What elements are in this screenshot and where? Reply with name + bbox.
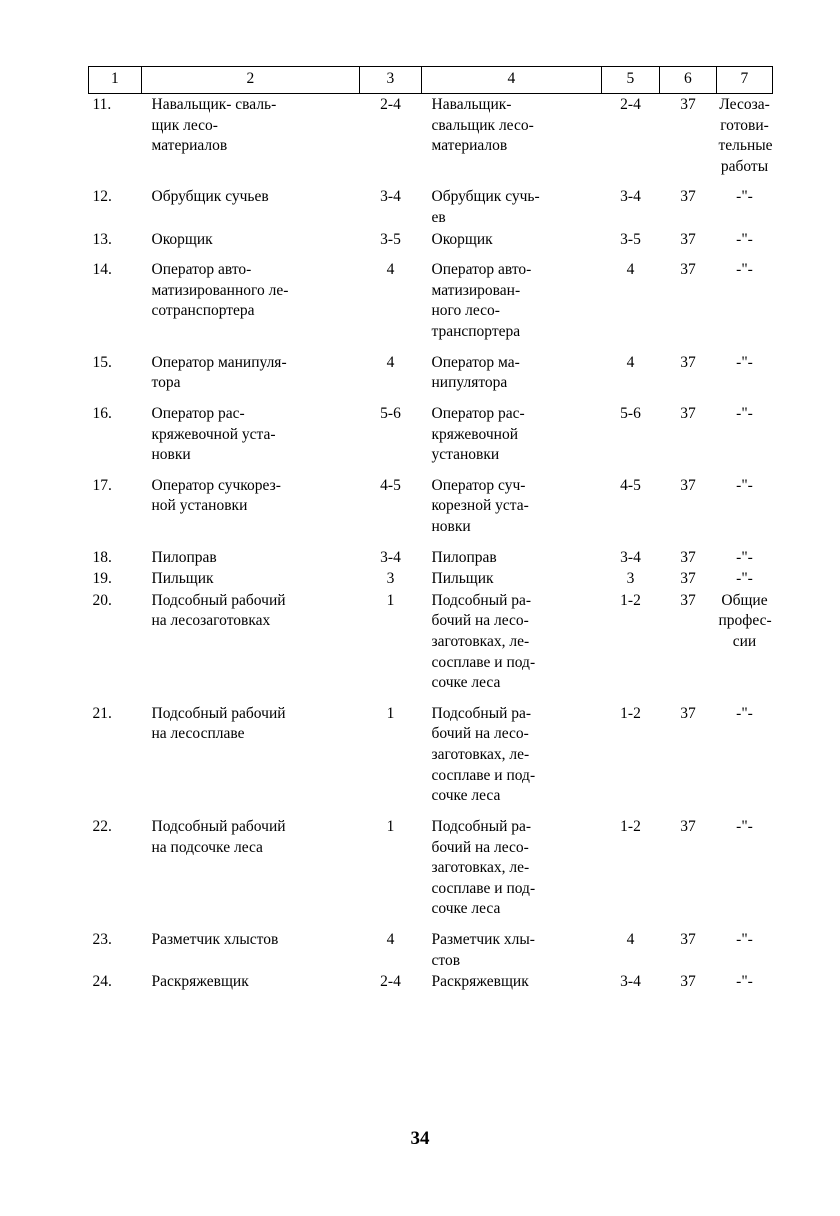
profession-name-cell: Оператор авто- матизированного ле- сотранспортера — [151, 261, 289, 320]
profession-reference-cell: Навальщик- свальщик лесо- материалов — [431, 96, 534, 155]
profession-reference-cell: Окорщик — [431, 230, 493, 248]
issue-number-cell: 37 — [680, 353, 696, 371]
reference-rank-cell: 3-5 — [620, 230, 641, 248]
section-cell: -"- — [736, 261, 753, 279]
profession-name-cell: Подсобный рабочий на подсочке леса — [151, 817, 286, 856]
column-header-4: 4 — [422, 67, 602, 94]
issue-number-cell: 37 — [680, 704, 696, 722]
reference-rank-cell: 3 — [626, 570, 635, 588]
page-number: 34 — [410, 1128, 430, 1149]
section-cell: -"- — [736, 570, 753, 588]
table-header — [89, 67, 773, 94]
reference-rank-cell: 1-2 — [620, 704, 641, 722]
profession-name-cell: Оператор манипуля- тора — [151, 353, 287, 392]
profession-name-cell: Подсобный рабочий на лесосплаве — [151, 704, 286, 743]
column-header-2: 2 — [142, 67, 360, 94]
profession-name-cell: Оператор сучкорез- ной установки — [151, 476, 281, 515]
table-row — [89, 466, 773, 538]
row-number-cell: 21. — [92, 704, 112, 722]
table-row — [89, 807, 773, 920]
rank-range-cell: 1 — [386, 704, 395, 722]
rank-range-cell: 4 — [386, 261, 395, 279]
issue-number-cell: 37 — [680, 188, 696, 206]
row-number-cell: 20. — [92, 591, 112, 609]
table-row — [89, 694, 773, 807]
profession-name-cell: Пильщик — [151, 570, 214, 588]
column-header-1: 1 — [89, 67, 142, 94]
profession-reference-cell: Оператор ма- нипулятора — [431, 353, 520, 392]
table-row — [89, 94, 773, 178]
table-row — [89, 538, 773, 569]
reference-rank-cell: 4 — [626, 261, 635, 279]
reference-rank-cell: 3-4 — [620, 973, 641, 991]
row-number-cell: 22. — [92, 817, 112, 835]
section-cell: -"- — [736, 230, 753, 248]
profession-reference-cell: Оператор суч- корезной уста- новки — [431, 476, 529, 535]
rank-range-cell: 3-5 — [380, 230, 401, 248]
profession-reference-cell: Подсобный ра- бочий на лесо- заготовках, ле- сосплаве и под- сочке леса — [431, 817, 536, 918]
profession-name-cell: Окорщик — [151, 230, 213, 248]
row-number-cell: 23. — [92, 930, 112, 948]
issue-number-cell: 37 — [680, 817, 696, 835]
table-row — [89, 394, 773, 466]
section-cell: -"- — [736, 548, 753, 566]
table-row — [89, 920, 773, 971]
profession-reference-cell: Пилоправ — [431, 548, 497, 566]
row-number-cell: 19. — [92, 570, 112, 588]
section-cell: -"- — [736, 930, 753, 948]
profession-name-cell: Навальщик- сваль- щик лесо- материалов — [151, 96, 277, 155]
table-header-row — [89, 67, 773, 94]
row-number-cell: 15. — [92, 353, 112, 371]
reference-rank-cell: 3-4 — [620, 188, 641, 206]
reference-rank-cell: 3-4 — [620, 548, 641, 566]
rank-range-cell: 3 — [386, 570, 395, 588]
row-number-cell: 12. — [92, 188, 112, 206]
column-header-7: 7 — [717, 67, 773, 94]
profession-reference-cell: Пильщик — [431, 570, 494, 588]
qualification-table — [88, 66, 773, 993]
profession-reference-cell: Подсобный ра- бочий на лесо- заготовках, ле- сосплаве и под- сочке леса — [431, 704, 536, 805]
profession-reference-cell: Разметчик хлы- стов — [431, 930, 535, 969]
table-row — [89, 590, 773, 694]
profession-reference-cell: Обрубщик сучь- ев — [431, 188, 540, 227]
reference-rank-cell: 4 — [626, 930, 635, 948]
issue-number-cell: 37 — [680, 973, 696, 991]
section-cell: -"- — [736, 188, 753, 206]
issue-number-cell: 37 — [680, 476, 696, 494]
reference-rank-cell: 1-2 — [620, 591, 641, 609]
section-cell: -"- — [736, 353, 753, 371]
table-row — [89, 343, 773, 394]
issue-number-cell: 37 — [680, 404, 696, 422]
rank-range-cell: 3-4 — [380, 188, 401, 206]
reference-rank-cell: 2-4 — [620, 96, 641, 113]
issue-number-cell: 37 — [680, 230, 696, 248]
rank-range-cell: 4-5 — [380, 476, 401, 494]
issue-number-cell: 37 — [680, 570, 696, 588]
rank-range-cell: 2-4 — [380, 973, 401, 991]
section-cell: -"- — [736, 404, 753, 422]
profession-reference-cell: Оператор авто- матизирован- ного лесо- транспортера — [431, 261, 532, 341]
issue-number-cell: 37 — [680, 591, 696, 609]
issue-number-cell: 37 — [680, 548, 696, 566]
table-body — [89, 94, 773, 993]
column-header-6: 6 — [660, 67, 717, 94]
rank-range-cell: 1 — [386, 591, 395, 609]
profession-name-cell: Пилоправ — [151, 548, 217, 566]
profession-name-cell: Обрубщик сучьев — [151, 188, 269, 206]
column-header-3: 3 — [360, 67, 422, 94]
reference-rank-cell: 4 — [626, 353, 635, 371]
rank-range-cell: 4 — [386, 353, 395, 371]
table-row — [89, 568, 773, 590]
reference-rank-cell: 4-5 — [620, 476, 641, 494]
row-number-cell: 13. — [92, 230, 112, 248]
section-cell: Лесоза- готови- тельные работы — [718, 96, 773, 175]
row-number-cell: 11. — [92, 96, 112, 113]
issue-number-cell: 37 — [680, 930, 696, 948]
issue-number-cell: 37 — [680, 96, 696, 113]
table-row — [89, 177, 773, 228]
issue-number-cell: 37 — [680, 261, 696, 279]
rank-range-cell: 1 — [386, 817, 395, 835]
profession-reference-cell: Подсобный ра- бочий на лесо- заготовках, ле- сосплаве и под- сочке леса — [431, 591, 536, 692]
column-header-5: 5 — [602, 67, 660, 94]
profession-reference-cell: Оператор рас- кряжевочной установки — [431, 404, 525, 464]
section-cell: -"- — [736, 704, 753, 722]
row-number-cell: 18. — [92, 548, 112, 566]
profession-reference-cell: Раскряжевщик — [431, 973, 529, 991]
profession-name-cell: Подсобный рабочий на лесозаготовках — [151, 591, 286, 630]
row-number-cell: 16. — [92, 404, 112, 422]
profession-name-cell: Оператор рас- кряжевочной уста- новки — [151, 404, 276, 464]
qualification-table-container — [88, 66, 772, 993]
reference-rank-cell: 1-2 — [620, 817, 641, 835]
reference-rank-cell: 5-6 — [620, 404, 641, 422]
profession-name-cell: Разметчик хлыстов — [151, 930, 279, 948]
section-cell: -"- — [736, 817, 753, 835]
section-cell: -"- — [736, 973, 753, 991]
rank-range-cell: 5-6 — [380, 404, 401, 422]
section-cell: Общие профес- сии — [718, 591, 772, 651]
row-number-cell: 24. — [92, 973, 112, 991]
rank-range-cell: 4 — [386, 930, 395, 948]
table-row — [89, 229, 773, 251]
rank-range-cell: 3-4 — [380, 548, 401, 566]
table-row — [89, 971, 773, 993]
table-row — [89, 250, 773, 342]
profession-name-cell: Раскряжевщик — [151, 973, 249, 991]
rank-range-cell: 2-4 — [380, 96, 401, 113]
row-number-cell: 14. — [92, 261, 112, 279]
row-number-cell: 17. — [92, 476, 112, 494]
section-cell: -"- — [736, 476, 753, 494]
